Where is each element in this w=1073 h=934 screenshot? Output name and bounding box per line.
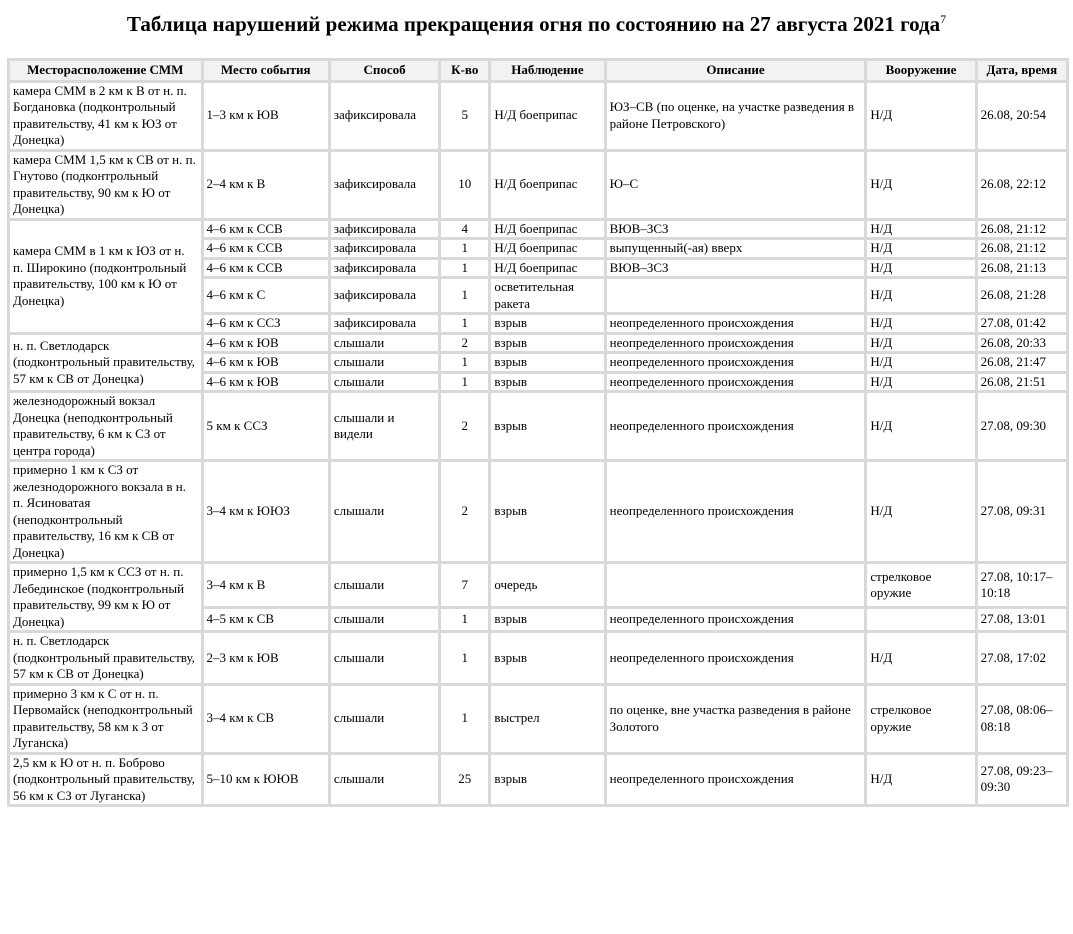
cell-weapon: Н/Д	[867, 462, 974, 561]
header-description: Описание	[607, 61, 865, 80]
table-row	[10, 335, 1066, 352]
header-location: Месторасположение СММ	[10, 61, 201, 80]
cell-method: слышали	[331, 354, 438, 371]
cell-event-place: 2–4 км к В	[204, 152, 328, 218]
cell-event-place: 4–6 км к ССВ	[204, 260, 328, 277]
cell-datetime: 26.08, 21:12	[978, 240, 1066, 257]
header-observation: Наблюдение	[491, 61, 603, 80]
cell-observation: Н/Д боеприпас	[491, 221, 603, 238]
cell-event-place: 5–10 км к ЮЮВ	[204, 755, 328, 805]
cell-method: слышали	[331, 633, 438, 683]
table-row	[10, 755, 1066, 805]
cell-observation: Н/Д боеприпас	[491, 83, 603, 149]
cell-event-place: 4–6 км к ССЗ	[204, 315, 328, 332]
cell-event-place: 1–3 км к ЮВ	[204, 83, 328, 149]
cell-description: Ю–С	[607, 152, 865, 218]
cell-observation: взрыв	[491, 633, 603, 683]
cell-weapon: Н/Д	[867, 240, 974, 257]
cell-observation: взрыв	[491, 755, 603, 805]
table-row	[10, 462, 1066, 561]
cell-datetime: 27.08, 09:31	[978, 462, 1066, 561]
cell-weapon: Н/Д	[867, 221, 974, 238]
cell-count: 4	[441, 221, 488, 238]
cell-count: 1	[441, 374, 488, 391]
cell-event-place: 4–6 км к С	[204, 279, 328, 312]
cell-observation: Н/Д боеприпас	[491, 152, 603, 218]
cell-event-place: 4–6 км к ЮВ	[204, 335, 328, 352]
cell-weapon: стрелковое оружие	[867, 564, 974, 606]
cell-method: слышали	[331, 755, 438, 805]
cell-location: н. п. Светлодарск (подконтрольный правительству, 57 км к СВ от Донецка)	[10, 335, 201, 391]
cell-observation: очередь	[491, 564, 603, 606]
cell-method: зафиксировала	[331, 83, 438, 149]
cell-count: 1	[441, 279, 488, 312]
cell-datetime: 27.08, 09:30	[978, 393, 1066, 459]
cell-datetime: 26.08, 20:54	[978, 83, 1066, 149]
cell-location: н. п. Светлодарск (подконтрольный правительству, 57 км к СВ от Донецка)	[10, 633, 201, 683]
cell-location: примерно 1,5 км к ССЗ от н. п. Лебединское (подконтрольный правительству, 99 км к Ю от Донецка)	[10, 564, 201, 630]
cell-method: зафиксировала	[331, 279, 438, 312]
cell-observation: взрыв	[491, 335, 603, 352]
cell-event-place: 4–6 км к ССВ	[204, 240, 328, 257]
cell-event-place: 4–5 км к СВ	[204, 609, 328, 630]
cell-description: неопределенного происхождения	[607, 755, 865, 805]
cell-event-place: 3–4 км к В	[204, 564, 328, 606]
cell-weapon: Н/Д	[867, 260, 974, 277]
table-row	[10, 633, 1066, 683]
cell-weapon: стрелковое оружие	[867, 686, 974, 752]
table-row	[10, 393, 1066, 459]
title-text: Таблица нарушений режима прекращения огня по состоянию на 27 августа 2021 года	[126, 12, 941, 36]
cell-count: 1	[441, 633, 488, 683]
cell-count: 1	[441, 609, 488, 630]
cell-description: ВЮВ–ЗСЗ	[607, 221, 865, 238]
cell-datetime: 27.08, 09:23–09:30	[978, 755, 1066, 805]
cell-weapon: Н/Д	[867, 374, 974, 391]
cell-description: ЮЗ–СВ (по оценке, на участке разведения в районе Петровского)	[607, 83, 865, 149]
cell-weapon: Н/Д	[867, 152, 974, 218]
cell-count: 2	[441, 462, 488, 561]
cell-description	[607, 564, 865, 606]
cell-description	[607, 279, 865, 312]
header-method: Способ	[331, 61, 438, 80]
cell-datetime: 26.08, 21:12	[978, 221, 1066, 238]
cell-observation: выстрел	[491, 686, 603, 752]
cell-method: слышали	[331, 686, 438, 752]
cell-method: слышали	[331, 609, 438, 630]
cell-method: зафиксировала	[331, 221, 438, 238]
cell-count: 25	[441, 755, 488, 805]
cell-observation: взрыв	[491, 354, 603, 371]
cell-count: 1	[441, 686, 488, 752]
cell-method: слышали	[331, 462, 438, 561]
cell-weapon: Н/Д	[867, 354, 974, 371]
table-row	[10, 564, 1066, 606]
cell-method: слышали	[331, 335, 438, 352]
cell-method: зафиксировала	[331, 260, 438, 277]
cell-observation: осветительная ракета	[491, 279, 603, 312]
cell-method: слышали	[331, 564, 438, 606]
table-header-row	[10, 61, 1066, 80]
cell-description: неопределенного происхождения	[607, 393, 865, 459]
cell-event-place: 4–6 км к ЮВ	[204, 354, 328, 371]
cell-method: зафиксировала	[331, 240, 438, 257]
header-count: К-во	[441, 61, 488, 80]
cell-method: слышали и видели	[331, 393, 438, 459]
cell-count: 1	[441, 260, 488, 277]
table-row	[10, 686, 1066, 752]
cell-location: камера СММ 1,5 км к СВ от н. п. Гнутово (подконтрольный правительству, 90 км к Ю от Донецка)	[10, 152, 201, 218]
cell-description: выпущенный(-ая) вверх	[607, 240, 865, 257]
cell-event-place: 5 км к ССЗ	[204, 393, 328, 459]
header-event-place: Место события	[204, 61, 328, 80]
cell-description: неопределенного происхождения	[607, 633, 865, 683]
cell-count: 1	[441, 315, 488, 332]
cell-count: 1	[441, 240, 488, 257]
cell-datetime: 26.08, 20:33	[978, 335, 1066, 352]
cell-weapon: Н/Д	[867, 755, 974, 805]
header-weapon: Вооружение	[867, 61, 974, 80]
cell-count: 1	[441, 354, 488, 371]
cell-count: 2	[441, 393, 488, 459]
cell-event-place: 4–6 км к ЮВ	[204, 374, 328, 391]
cell-weapon: Н/Д	[867, 83, 974, 149]
cell-description: неопределенного происхождения	[607, 335, 865, 352]
cell-description: неопределенного происхождения	[607, 462, 865, 561]
page-title	[0, 0, 1073, 58]
table-row	[10, 152, 1066, 218]
cell-description: неопределенного происхождения	[607, 354, 865, 371]
header-datetime: Дата, время	[978, 61, 1066, 80]
cell-datetime: 27.08, 17:02	[978, 633, 1066, 683]
cell-event-place: 3–4 км к ЮЮЗ	[204, 462, 328, 561]
cell-weapon	[867, 609, 974, 630]
cell-weapon: Н/Д	[867, 315, 974, 332]
cell-observation: взрыв	[491, 462, 603, 561]
cell-location: примерно 1 км к СЗ от железнодорожного вокзала в н. п. Ясиноватая (неподконтрольный правительству, 16 км к СВ от Донецка)	[10, 462, 201, 561]
cell-observation: взрыв	[491, 609, 603, 630]
cell-location: 2,5 км к Ю от н. п. Боброво (подконтрольный правительству, 56 км к СЗ от Луганска)	[10, 755, 201, 805]
cell-description: по оценке, вне участка разведения в районе Золотого	[607, 686, 865, 752]
cell-location: камера СММ в 2 км к В от н. п. Богдановка (подконтрольный правительству, 41 км к ЮЗ от Донецка)	[10, 83, 201, 149]
cell-description: ВЮВ–ЗСЗ	[607, 260, 865, 277]
cell-location: примерно 3 км к С от н. п. Первомайск (неподконтрольный правительству, 58 км к З от Луганска)	[10, 686, 201, 752]
footnote-marker: 7	[940, 12, 947, 26]
cell-datetime: 27.08, 01:42	[978, 315, 1066, 332]
cell-observation: взрыв	[491, 374, 603, 391]
cell-observation: Н/Д боеприпас	[491, 260, 603, 277]
table-row	[10, 83, 1066, 149]
cell-method: зафиксировала	[331, 152, 438, 218]
cell-description: неопределенного происхождения	[607, 609, 865, 630]
cell-event-place: 4–6 км к ССВ	[204, 221, 328, 238]
cell-method: слышали	[331, 374, 438, 391]
cell-datetime: 27.08, 10:17–10:18	[978, 564, 1066, 606]
ceasefire-violations-table	[7, 58, 1069, 807]
cell-datetime: 26.08, 21:28	[978, 279, 1066, 312]
cell-method: зафиксировала	[331, 315, 438, 332]
cell-description: неопределенного происхождения	[607, 315, 865, 332]
cell-location: железнодорожный вокзал Донецка (неподконтрольный правительству, 6 км к СЗ от центра города)	[10, 393, 201, 459]
cell-datetime: 26.08, 21:13	[978, 260, 1066, 277]
cell-datetime: 27.08, 13:01	[978, 609, 1066, 630]
cell-event-place: 2–3 км к ЮВ	[204, 633, 328, 683]
cell-count: 2	[441, 335, 488, 352]
cell-description: неопределенного происхождения	[607, 374, 865, 391]
cell-count: 7	[441, 564, 488, 606]
cell-event-place: 3–4 км к СВ	[204, 686, 328, 752]
cell-datetime: 27.08, 08:06–08:18	[978, 686, 1066, 752]
cell-weapon: Н/Д	[867, 393, 974, 459]
cell-datetime: 26.08, 21:51	[978, 374, 1066, 391]
cell-observation: Н/Д боеприпас	[491, 240, 603, 257]
table-row	[10, 221, 1066, 238]
cell-weapon: Н/Д	[867, 335, 974, 352]
cell-observation: взрыв	[491, 393, 603, 459]
cell-count: 5	[441, 83, 488, 149]
cell-count: 10	[441, 152, 488, 218]
cell-datetime: 26.08, 21:47	[978, 354, 1066, 371]
cell-datetime: 26.08, 22:12	[978, 152, 1066, 218]
cell-observation: взрыв	[491, 315, 603, 332]
cell-weapon: Н/Д	[867, 279, 974, 312]
cell-weapon: Н/Д	[867, 633, 974, 683]
cell-location: камера СММ в 1 км к ЮЗ от н. п. Широкино (подконтрольный правительству, 100 км к Ю от Донецка)	[10, 221, 201, 332]
